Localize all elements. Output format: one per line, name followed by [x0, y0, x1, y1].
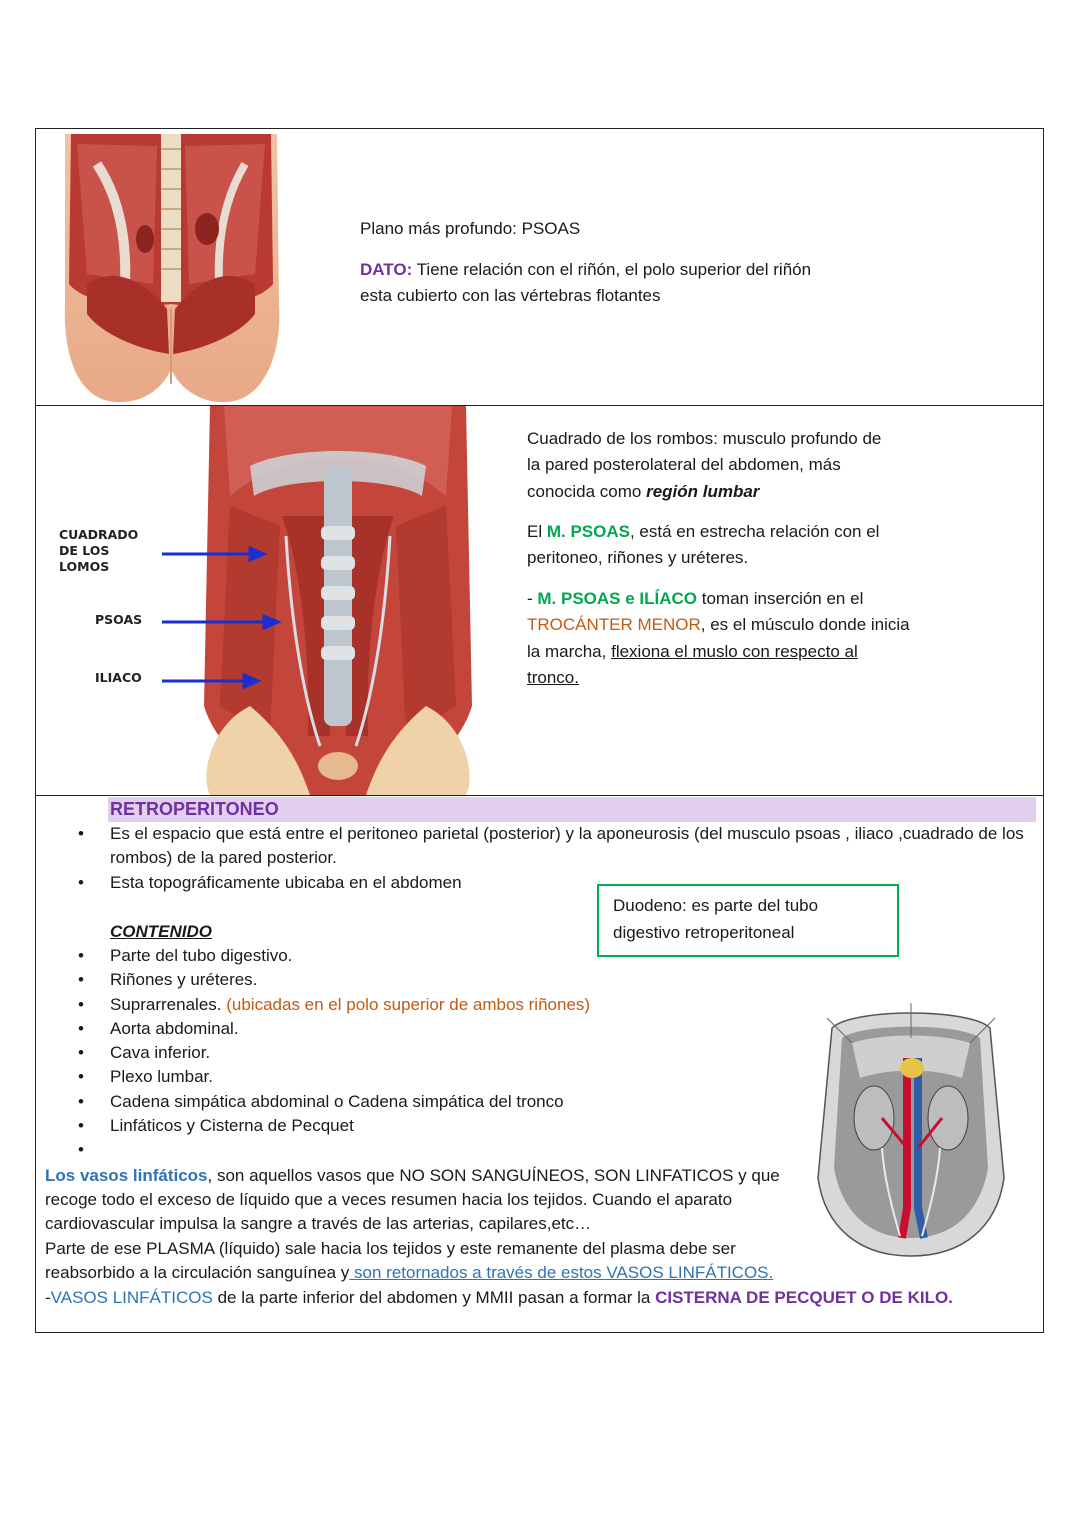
psoas-iliaco-term: M. PSOAS e ILÍACO	[537, 589, 698, 608]
psoas-relation-line-2: peritoneo, riñones y uréteres.	[527, 548, 749, 567]
contenido-heading: CONTENIDO	[110, 922, 212, 941]
arrowhead-psoas	[264, 616, 278, 628]
retroperitoneal-organs-illustration	[812, 998, 1010, 1258]
trocanter-term: TROCÁNTER MENOR	[527, 615, 701, 634]
arrowhead-cuadrado	[250, 548, 264, 560]
intro-bullet: • Esta topográficamente ubicaba en el abdomen	[78, 871, 1038, 895]
insertion-dash: -	[527, 589, 538, 608]
psoas-relation-line	[527, 519, 879, 546]
contenido-item: • Cadena simpática abdominal o Cadena simpática del tronco	[78, 1090, 778, 1114]
flexion-underlined: flexiona el muslo con respecto al	[611, 642, 858, 661]
lymph-line-6	[45, 1285, 953, 1312]
dato-line	[360, 257, 811, 284]
intro-bullet: • Es el espacio que está entre el peritoneo parietal (posterior) y la aponeurosis (del musculo psoas , iliaco ,cuadrado de los rombos) de la pared posterior.	[78, 822, 1038, 871]
insertion-line-1-post: toman inserción en el	[697, 589, 864, 608]
region-lumbar-term: región lumbar	[646, 482, 760, 501]
lymph-line-5-pre: reabsorbido a la circulación sanguínea y	[45, 1263, 350, 1282]
dato-text: Tiene relación con el riñón, el polo superior del riñón	[412, 260, 812, 279]
retroperitoneo-heading: RETROPERITONEO	[110, 799, 279, 819]
contenido-item: • Riñones y uréteres.	[78, 968, 778, 992]
contenido-item: • Cava inferior.	[78, 1041, 778, 1065]
section-divider	[35, 405, 1044, 406]
suprarrenales-note: (ubicadas en el polo superior de ambos riñones)	[221, 994, 591, 1014]
label-psoas: PSOAS	[95, 612, 143, 627]
vasos-linfaticos-term-2: VASOS LINFÁTICOS	[50, 1288, 213, 1307]
duodeno-note-line: digestivo retroperitoneal	[613, 922, 795, 942]
lymph-line-1	[45, 1163, 780, 1190]
insertion-line-1	[527, 586, 863, 613]
cuadrado-text-1: Cuadrado de los rombos: musculo profundo de	[527, 429, 882, 448]
insertion-line-4: tronco.	[527, 668, 579, 687]
insertion-line-3-pre: la marcha,	[527, 642, 612, 661]
lymph-line-6-dash: -	[45, 1288, 51, 1307]
vasos-linfaticos-link[interactable]: son retornados a través de estos VASOS LINFÁTICOS.	[349, 1263, 774, 1282]
contenido-list	[78, 944, 778, 1163]
psoas-term: M. PSOAS	[546, 522, 630, 541]
contenido-item: • Aorta abdominal.	[78, 1017, 778, 1041]
dato-label: DATO:	[360, 260, 413, 279]
contenido-item: • Linfáticos y Cisterna de Pecquet	[78, 1114, 778, 1138]
psoas-relation-pre: El	[527, 522, 547, 541]
insertion-line-2	[527, 612, 910, 639]
cuadrado-text-3	[527, 479, 759, 506]
insertion-line-2-post: , es el músculo donde inicia	[700, 615, 910, 634]
duodeno-note-box	[597, 884, 899, 957]
contenido-item: • Plexo lumbar.	[78, 1065, 778, 1089]
psoas-title-line: Plano más profundo: PSOAS	[360, 219, 581, 238]
psoas-relation-post: , está en estrecha relación con el	[629, 522, 880, 541]
arrowhead-iliaco	[244, 675, 258, 687]
contenido-item	[78, 1138, 778, 1162]
contenido-item	[78, 993, 778, 1017]
lymph-line-3: cardiovascular impulsa la sangre a través de las arterias, capilares,etc…	[45, 1214, 592, 1233]
back-muscles-illustration	[57, 134, 285, 404]
contenido-item-text: Suprarrenales.	[110, 994, 222, 1014]
label-iliaco: ILIACO	[95, 670, 142, 685]
contenido-item: • Parte del tubo digestivo.	[78, 944, 778, 968]
lymph-line-2: recoge todo el exceso de líquido que a veces resumen hacia los tejidos. Cuando el aparato	[45, 1190, 733, 1209]
cisterna-term: CISTERNA DE PECQUET O DE KILO.	[655, 1288, 953, 1307]
lymph-line-6-mid: de la parte inferior del abdomen y MMII pasan a formar la	[212, 1288, 656, 1307]
lymph-line-4: Parte de ese PLASMA (líquido) sale hacia los tejidos y este remanente del plasma debe ser	[45, 1239, 736, 1258]
insertion-line-3	[527, 639, 858, 666]
label-arrows	[160, 540, 285, 690]
label-cuadrado-lomos: CUADRADO DE LOS LOMOS	[59, 527, 139, 574]
lymph-line-5	[45, 1260, 773, 1287]
vasos-linfaticos-term: Los vasos linfáticos	[45, 1166, 208, 1185]
dato-line-2: esta cubierto con las vértebras flotantes	[360, 286, 661, 305]
duodeno-note-line: Duodeno: es parte del tubo	[613, 896, 819, 915]
cuadrado-text-3-pre: conocida como	[527, 482, 647, 501]
lymph-line-1-post: , son aquellos vasos que NO SON SANGUÍNEOS, SON LINFATICOS y que	[207, 1166, 780, 1185]
cuadrado-text-2: la pared posterolateral del abdomen, más	[527, 455, 841, 474]
